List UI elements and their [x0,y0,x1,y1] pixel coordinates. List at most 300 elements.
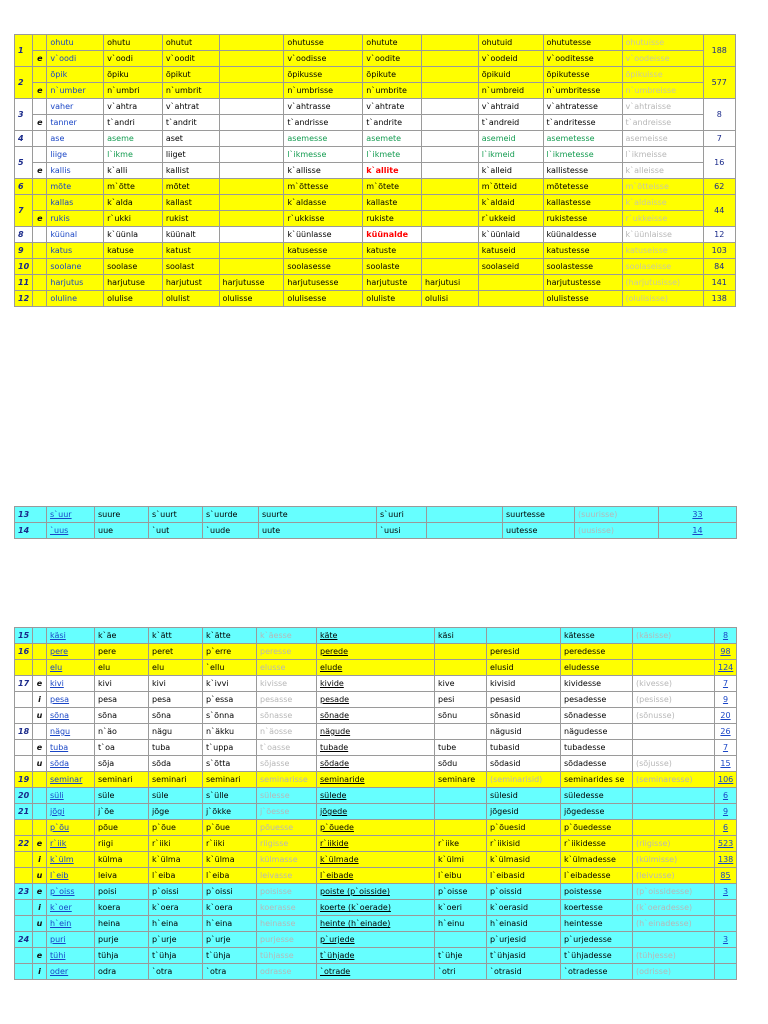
form-cell: leiva [95,868,149,884]
ending-marker: e [33,948,47,964]
form-cell [633,932,715,948]
form-cell: (pesisse) [633,692,715,708]
form-cell: k`ülmadesse [561,852,633,868]
row-number: 18 [15,724,33,740]
form-cell: pesa [149,692,203,708]
form-cell: p`oissi [149,884,203,900]
form-cell: p`urjedesse [561,932,633,948]
form-cell: sõnadesse [561,708,633,724]
form-cell: kive [435,676,487,692]
row-number [15,916,33,932]
form-cell: kätesse [561,628,633,644]
form-cell: süle [149,788,203,804]
form-cell: heintesse [561,916,633,932]
form-cell: peret [149,644,203,660]
form-cell: jõgesid [487,804,561,820]
count-link[interactable]: 6 [715,788,737,804]
ending-marker [33,788,47,804]
form-cell: p`õuede [317,820,435,836]
form-cell: sõdadesse [561,756,633,772]
form-cell: jõge [149,804,203,820]
row-number: 17 [15,676,33,692]
word-link[interactable]: oder [47,964,95,980]
form-cell: (tühjesse) [633,948,715,964]
table-row: 10 soolane soolase soolast soolasesse soolaste soolaseid soolastesse soolaseisse 84 [15,259,736,275]
table-row [15,948,737,964]
form-cell: p`urjesid [487,932,561,948]
word-link[interactable]: k`ülm [47,852,95,868]
form-cell: jõgedesse [561,804,633,820]
form-cell: pesade [317,692,435,708]
word-link[interactable]: tuba [47,740,95,756]
form-cell [633,740,715,756]
count-link[interactable] [715,948,737,964]
form-cell: elu [149,660,203,676]
form-cell: k`ivvi [203,676,257,692]
word-link[interactable]: r`iik [47,836,95,852]
form-cell: k`äesse [257,628,317,644]
table-row [15,804,737,820]
form-cell [435,804,487,820]
declension-table-2 [14,506,737,539]
form-cell: t`ühjade [317,948,435,964]
count-link[interactable]: 8 [715,628,737,644]
form-cell [435,820,487,836]
form-cell: (külmisse) [633,852,715,868]
form-cell: j`õkke [203,804,257,820]
table-row: 7 kallas k`alda kallast k`aldasse kallaste k`aldaid kallastesse k`aldaisse 44 [15,195,736,211]
ending-marker: u [33,916,47,932]
form-cell: l`eiba [203,868,257,884]
word-link[interactable]: pere [47,644,95,660]
form-cell: odra [95,964,149,980]
word-link[interactable]: käsi [47,628,95,644]
form-cell: sõna [149,708,203,724]
row-number: 20 [15,788,33,804]
form-cell: h`eina [203,916,257,932]
word-link[interactable]: `uus [47,523,95,539]
row-number [15,756,33,772]
ending-marker [33,644,47,660]
form-cell: külmasse [257,852,317,868]
table-row: 8 küünal k`üünla küünalt k`üünlasse küünalde k`üünlaid küünaldesse k`üünlaisse 12 [15,227,736,243]
form-cell: (sõjusse) [633,756,715,772]
form-cell: k`äe [95,628,149,644]
form-cell: seminarisse [257,772,317,788]
table-row: e v`oodi v`oodi v`oodit v`oodisse v`oodite v`oodeid v`ooditesse v`oodeisse [15,51,736,67]
form-cell: `otradesse [561,964,633,980]
table-row [15,900,737,916]
form-cell: käsi [435,628,487,644]
frequency-count: 188 [703,35,736,67]
ending-marker [33,724,47,740]
form-cell: p`õuesid [487,820,561,836]
count-link[interactable]: 124 [715,660,737,676]
form-cell: seminari [95,772,149,788]
word-link[interactable]: süli [47,788,95,804]
form-cell: l`eibadesse [561,868,633,884]
count-link[interactable]: 20 [715,708,737,724]
word-link[interactable]: k`oer [47,900,95,916]
ending-marker [33,628,47,644]
form-cell: p`oissid [487,884,561,900]
form-cell [633,788,715,804]
form-cell: (riigisse) [633,836,715,852]
word-link[interactable]: kivi [47,676,95,692]
ending-marker: e [33,676,47,692]
form-cell: tuba [149,740,203,756]
form-cell: k`ülmasid [487,852,561,868]
count-link[interactable] [715,916,737,932]
form-cell: tubadesse [561,740,633,756]
table-row [15,740,737,756]
form-cell: r`iiki [203,836,257,852]
row-number: 19 [15,772,33,788]
ending-marker: i [33,692,47,708]
form-cell: kividesse [561,676,633,692]
ending-marker: i [33,852,47,868]
form-cell: seminari [149,772,203,788]
form-cell: pesasid [487,692,561,708]
form-cell: nägusid [487,724,561,740]
form-cell [633,820,715,836]
word-link[interactable]: seminar [47,772,95,788]
form-cell: sülesid [487,788,561,804]
count-link[interactable]: 3 [715,932,737,948]
row-number [15,964,33,980]
count-link[interactable]: 9 [715,692,737,708]
word-link[interactable]: h`ein [47,916,95,932]
table-row: 2 õpik õpiku õpikut õpikusse õpikute õpikuid õpikutesse õpikuisse 577 [15,67,736,83]
row-number [15,740,33,756]
form-cell: `otra [203,964,257,980]
form-cell: poiste (p`oisside) [317,884,435,900]
table-row [15,660,737,676]
form-cell: kivi [95,676,149,692]
form-cell: heinte (h`einade) [317,916,435,932]
form-cell: r`iike [435,836,487,852]
form-cell [435,788,487,804]
form-cell: `otrasid [487,964,561,980]
form-cell: süledesse [561,788,633,804]
ending-marker: e [33,836,47,852]
word-link[interactable]: pesa [47,692,95,708]
form-cell: n`äkku [203,724,257,740]
form-cell: k`ülma [203,852,257,868]
form-cell: elu [95,660,149,676]
form-cell: leivasse [257,868,317,884]
form-cell: t`ühjasid [487,948,561,964]
form-cell: kivide [317,676,435,692]
ending-marker: e [33,884,47,900]
table-row [15,708,737,724]
word-link[interactable]: jõgi [47,804,95,820]
form-cell: pesi [435,692,487,708]
form-cell [633,644,715,660]
form-cell: s`ülle [203,788,257,804]
table-row: 3 vaher v`ahtra v`ahtrat v`ahtrasse v`ahtrate v`ahtraid v`ahtratesse v`ahtraisse 8 [15,99,736,115]
form-cell: elusse [257,660,317,676]
row-number [15,868,33,884]
form-cell: k`ätt [149,628,203,644]
form-cell [633,724,715,740]
form-cell [435,660,487,676]
form-cell: (seminaresse) [633,772,715,788]
count-link[interactable]: 6 [715,820,737,836]
form-cell: heina [95,916,149,932]
table-row: 6 mõte m`õtte mõtet m`õttesse m`õtete m`õtteid mõtetesse m`õtteisse 62 [15,179,736,195]
count-link[interactable]: 7 [715,740,737,756]
form-cell: jõgede [317,804,435,820]
form-cell: (seminarisid) [487,772,561,788]
table-row [15,836,737,852]
form-cell: r`iikidesse [561,836,633,852]
form-cell: sülesse [257,788,317,804]
form-cell: s`õnna [203,708,257,724]
form-cell: (sõnusse) [633,708,715,724]
ending-marker: u [33,868,47,884]
ending-marker [33,932,47,948]
form-cell: (k`oeradesse) [633,900,715,916]
form-cell [435,644,487,660]
count-link[interactable] [715,964,737,980]
form-cell: peresse [257,644,317,660]
table-row: 4 ase aseme aset asemesse asemete asemeid asemetesse asemeisse 7 [15,131,736,147]
row-number [15,708,33,724]
form-cell [435,932,487,948]
form-cell: koertesse [561,900,633,916]
form-cell: sõja [95,756,149,772]
form-cell: seminarides se [561,772,633,788]
count-link[interactable]: 15 [715,756,737,772]
form-cell: perede [317,644,435,660]
form-cell: süle [95,788,149,804]
form-cell: koerte (k`oerade) [317,900,435,916]
form-cell: k`ätte [203,628,257,644]
form-cell: k`ülma [149,852,203,868]
table-row: 13 s`uur suure s`uurt s`uurde suurte s`uuri suurtesse (suurisse) 33 [15,507,737,523]
form-cell: tubade [317,740,435,756]
form-cell: `ellu [203,660,257,676]
table-row [15,628,737,644]
form-cell: k`ülmade [317,852,435,868]
form-cell: kivisse [257,676,317,692]
form-cell: sõnade [317,708,435,724]
form-cell: r`iiki [149,836,203,852]
form-cell: h`einasid [487,916,561,932]
form-cell: kivisid [487,676,561,692]
form-cell: peresid [487,644,561,660]
form-cell: p`õue [149,820,203,836]
form-cell: eludesse [561,660,633,676]
form-cell: nägu [149,724,203,740]
form-cell: k`oera [203,900,257,916]
word-link[interactable]: p`oiss [47,884,95,900]
ending-marker: u [33,756,47,772]
form-cell: sõnasse [257,708,317,724]
form-cell: p`õue [203,820,257,836]
row-number [15,820,33,836]
form-cell: sõna [95,708,149,724]
form-cell: sõdade [317,756,435,772]
form-cell: k`oera [149,900,203,916]
form-cell [633,804,715,820]
form-cell: t`oa [95,740,149,756]
word-link[interactable]: nägu [47,724,95,740]
form-cell: r`iikide [317,836,435,852]
form-cell: poisisse [257,884,317,900]
form-cell: koerasse [257,900,317,916]
form-cell: l`eibade [317,868,435,884]
form-cell: tühjasse [257,948,317,964]
count-link[interactable]: 26 [715,724,737,740]
table-row: 11 harjutus harjutuse harjutust harjutusse harjutusesse harjutuste harjutusi harjutustesse (harjutusisse) 141 [15,275,736,291]
table-row: 14 `uus uue `uut `uude uute `uusi uutesse (uusisse) 14 [15,523,737,539]
count-link[interactable]: 14 [659,523,737,539]
form-cell: purje [95,932,149,948]
form-cell: pesasse [257,692,317,708]
count-link[interactable] [715,900,737,916]
form-cell: pesadesse [561,692,633,708]
word-link[interactable]: s`uur [47,507,95,523]
form-cell: `otri [435,964,487,980]
form-cell: t`uppa [203,740,257,756]
form-cell: heinasse [257,916,317,932]
form-cell: riigi [95,836,149,852]
form-cell: sõnasid [487,708,561,724]
word-link[interactable]: sõna [47,708,95,724]
word-link[interactable]: elu [47,660,95,676]
table-row: e kallis k`alli kallist k`allisse k`allite k`alleid kallistesse k`alleisse [15,163,736,179]
form-cell: tühja [95,948,149,964]
form-cell: sõjasse [257,756,317,772]
form-cell: elude [317,660,435,676]
declension-table-3 [14,627,737,980]
table-row [15,676,737,692]
row-number [15,948,33,964]
table-row [15,964,737,980]
word-link[interactable]: puri [47,932,95,948]
form-cell: p`erre [203,644,257,660]
ending-marker: i [33,900,47,916]
form-cell: (leivusse) [633,868,715,884]
table-row [15,916,737,932]
ending-marker: u [33,708,47,724]
row-number: 22 [15,836,33,852]
count-link[interactable]: 85 [715,868,737,884]
form-cell: k`ülmi [435,852,487,868]
form-cell: `otrade [317,964,435,980]
form-cell: `otra [149,964,203,980]
form-cell: t`ühja [203,948,257,964]
form-cell: tube [435,740,487,756]
row-number [15,692,33,708]
form-cell: j`õesse [257,804,317,820]
table-row [15,692,737,708]
nominative-cell: ohutu [47,35,104,51]
count-link[interactable]: 3 [715,884,737,900]
table-row [15,788,737,804]
form-cell: odrasse [257,964,317,980]
form-cell: p`urjede [317,932,435,948]
table-row [15,884,737,900]
form-cell: seminari [203,772,257,788]
form-cell: koera [95,900,149,916]
count-link[interactable]: 98 [715,644,737,660]
ending-marker [33,772,47,788]
ending-marker: e [33,740,47,756]
form-cell: sülede [317,788,435,804]
table-body [15,628,737,980]
form-cell: seminare [435,772,487,788]
ending-marker [33,820,47,836]
form-cell: peredesse [561,644,633,660]
form-cell [633,660,715,676]
form-cell: poistesse [561,884,633,900]
count-link[interactable]: 7 [715,676,737,692]
table-row [15,724,737,740]
word-link[interactable]: l`eib [47,868,95,884]
form-cell: t`ühjadesse [561,948,633,964]
form-cell: h`einu [435,916,487,932]
ending-marker: e [33,51,47,67]
form-cell: t`ühje [435,948,487,964]
table-row: 5 liige l`ikme liiget l`ikmesse l`ikmete l`ikmeid l`ikmetesse l`ikmeisse 16 [15,147,736,163]
count-link[interactable]: 138 [715,852,737,868]
row-number: 21 [15,804,33,820]
count-link[interactable]: 523 [715,836,737,852]
count-link[interactable]: 33 [659,507,737,523]
form-cell: t`oasse [257,740,317,756]
form-cell: p`oissi [203,884,257,900]
row-number: 23 [15,884,33,900]
row-number [15,852,33,868]
form-cell: h`eina [149,916,203,932]
count-link[interactable]: 106 [715,772,737,788]
form-cell: pesa [95,692,149,708]
declension-table-1 [14,34,736,307]
form-cell: l`eibu [435,868,487,884]
word-link[interactable]: tühi [47,948,95,964]
form-cell: põuesse [257,820,317,836]
form-cell: (p`oissidesse) [633,884,715,900]
ending-marker [33,660,47,676]
form-cell: r`iikisid [487,836,561,852]
form-cell: n`äo [95,724,149,740]
table-row: e tanner t`andri t`andrit t`andrisse t`andrite t`andreid t`andritesse t`andreisse [15,115,736,131]
form-cell: p`õuedesse [561,820,633,836]
form-cell: poisi [95,884,149,900]
table-row [15,852,737,868]
form-cell: sõdu [435,756,487,772]
form-cell: j`õe [95,804,149,820]
table-row: 12 oluline olulise olulist olulisse olulisesse oluliste olulisi olulistesse (olulisisse) 138 [15,291,736,307]
form-cell: sõdasid [487,756,561,772]
table-row: 1 ohutu ohutu ohutut ohutusse ohutute ohutuid ohututesse ohutuisse 188 [15,35,736,51]
table-row [15,932,737,948]
form-cell: (odrisse) [633,964,715,980]
form-cell: käte [317,628,435,644]
table-row: e rukis r`ukki rukist r`ukkisse rukiste r`ukkeid rukistesse r`ukkeisse [15,211,736,227]
table-row [15,820,737,836]
table-row: e n`umber n`umbri n`umbrit n`umbrisse n`umbrite n`umbreid n`umbritesse n`umbreisse [15,83,736,99]
form-cell: tubasid [487,740,561,756]
form-cell: p`oisse [435,884,487,900]
count-link[interactable]: 9 [715,804,737,820]
form-cell: k`oerasid [487,900,561,916]
word-link[interactable]: sõda [47,756,95,772]
word-link[interactable]: p`õu [47,820,95,836]
